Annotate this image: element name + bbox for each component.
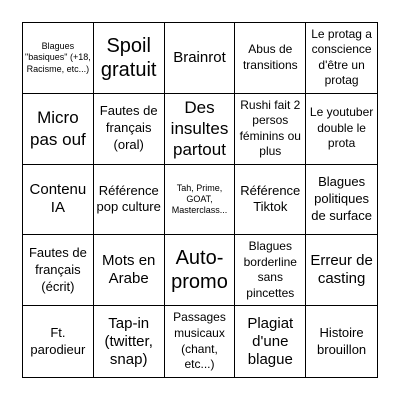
bingo-cell-12[interactable]: Référence pop culture [94, 165, 165, 236]
bingo-cell-13[interactable]: Tah, Prime, GOAT, Masterclass... [165, 165, 236, 236]
bingo-cell-20[interactable]: Erreur de casting [306, 235, 377, 306]
bingo-cell-5[interactable]: Le protag a conscience d'être un protag [306, 23, 377, 94]
bingo-cell-17[interactable]: Mots en Arabe [94, 235, 165, 306]
bingo-grid [22, 22, 378, 378]
bingo-cell-3[interactable]: Brainrot [165, 23, 236, 94]
bingo-cell-6[interactable]: Micro pas ouf [23, 94, 94, 165]
bingo-cell-7[interactable]: Fautes de français (oral) [94, 94, 165, 165]
bingo-cell-25[interactable]: Histoire brouillon [317, 324, 367, 357]
bingo-cell-15[interactable]: Blagues politiques de surface [306, 165, 377, 236]
bingo-cell-9[interactable]: Rushi fait 2 persos féminins ou plus [235, 94, 306, 165]
bingo-cell-24[interactable]: Plagiat d'une blague [235, 306, 306, 377]
bingo-cell-18[interactable]: Auto-promo [165, 235, 236, 306]
bingo-cell-19[interactable]: Blagues borderline sans pincettes [235, 235, 306, 306]
bingo-cell-1[interactable]: Blagues "basiques" (+18, Racisme, etc...) [23, 23, 94, 94]
bingo-cell-8[interactable]: Des insultes partout [165, 94, 236, 165]
bingo-cell-4[interactable]: Abus de transitions [235, 23, 306, 94]
bingo-cell-23[interactable]: Passages musicaux (chant, etc...) [165, 306, 236, 377]
bingo-cell-16[interactable]: Fautes de français (écrit) [23, 235, 94, 306]
bingo-cell-10[interactable]: Le youtuber double le prota [306, 94, 377, 165]
bingo-cell-21[interactable]: Ft. parodieur [23, 306, 94, 377]
bingo-cell-14[interactable]: Référence Tiktok [235, 165, 306, 236]
bingo-cell-11[interactable]: Contenu IA [23, 165, 94, 236]
bingo-cell-2[interactable]: Spoil gratuit [94, 23, 165, 94]
bingo-cell-22[interactable]: Tap-in (twitter, snap) [94, 306, 165, 377]
